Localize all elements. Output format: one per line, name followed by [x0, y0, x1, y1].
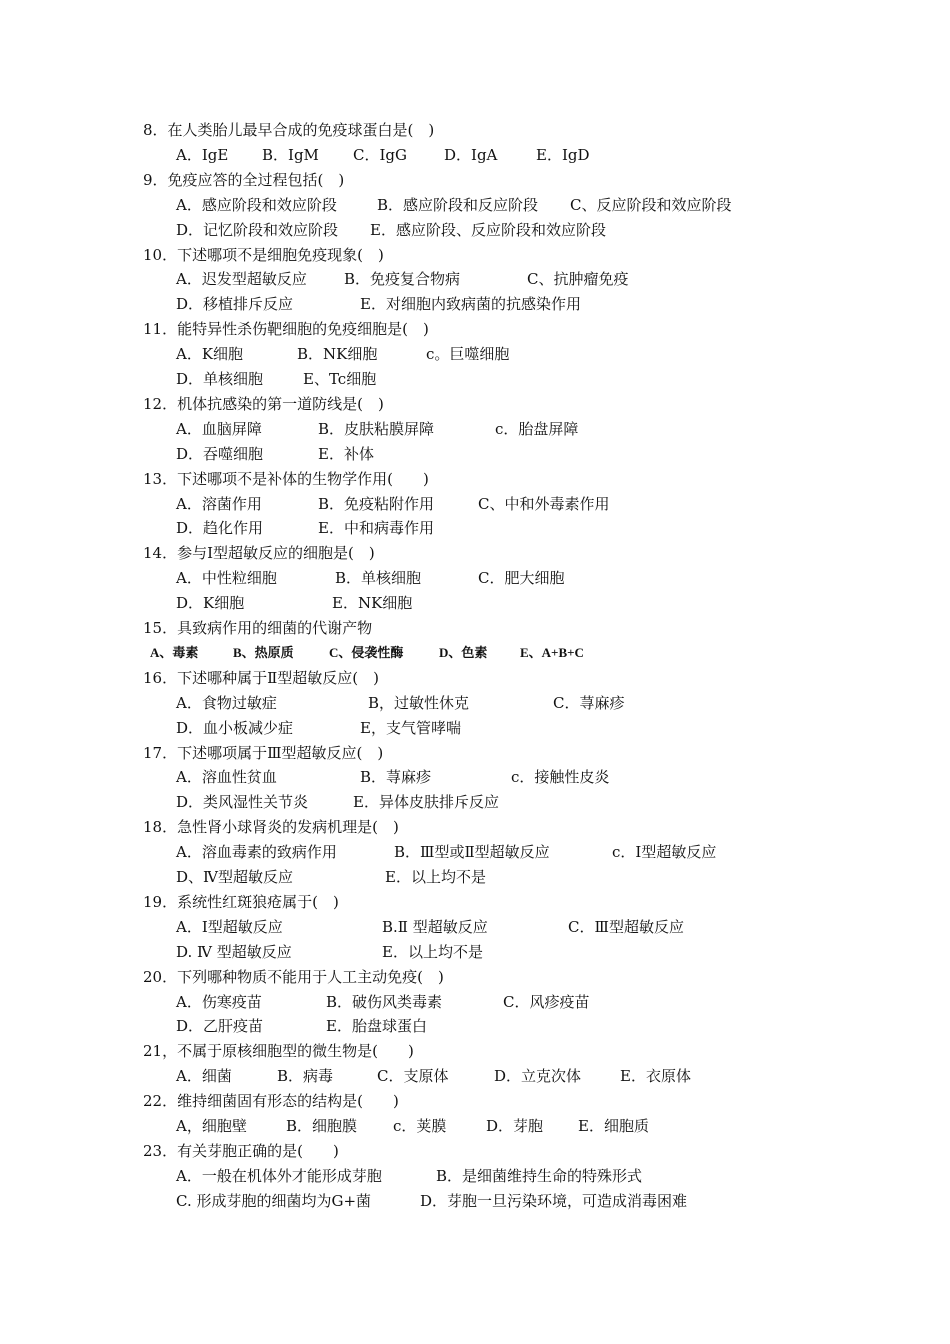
question-text: 20．下列哪种物质不能用于人工主动免疫( ) [143, 967, 444, 986]
question-text: 8．在人类胎儿最早合成的免疫球蛋白是( ) [143, 121, 435, 139]
answer-option: B．病毒 [277, 1067, 334, 1086]
answer-option: A．溶血毒素的致病作用 [176, 843, 337, 862]
answer-option: c。巨噬细胞 [426, 345, 510, 364]
answer-option: E．细胞质 [578, 1117, 649, 1135]
answer-option: D．K细胞 [176, 594, 245, 613]
question-text: 19．系统性红斑狼疮属于( ) [143, 892, 339, 911]
answer-option: B，过敏性休克 [368, 693, 470, 712]
answer-option: C、反应阶段和效应阶段 [570, 195, 732, 214]
answer-option: A．IgE [176, 145, 229, 164]
answer-option: B．感应阶段和反应阶段 [377, 195, 539, 214]
answer-option: A．血脑屏障 [176, 419, 262, 438]
answer-option: D．类风湿性关节炎 [176, 793, 309, 812]
answer-option: E、A+B+C [520, 644, 584, 660]
answer-option: B．荨麻疹 [360, 768, 432, 787]
answer-option: c．胎盘屏障 [495, 419, 579, 438]
answer-option: C．风疹疫苗 [503, 992, 590, 1011]
answer-option: E．NK细胞 [332, 594, 413, 613]
answer-option: D．单核细胞 [176, 370, 264, 388]
answer-option: c．Ⅰ型超敏反应 [612, 843, 717, 862]
answer-option: A．溶菌作用 [176, 494, 262, 513]
answer-option: A．溶血性贫血 [176, 768, 277, 787]
answer-option: B．单核细胞 [335, 569, 422, 588]
answer-option: E、Tc细胞 [303, 370, 377, 388]
answer-option: E．衣原体 [620, 1067, 691, 1086]
question-text: 16．下述哪种属于Ⅱ型超敏反应( ) [143, 668, 379, 687]
answer-option: C．荨麻疹 [553, 693, 625, 712]
answer-option: A．感应阶段和效应阶段 [176, 195, 337, 214]
answer-option: D．芽胞一旦污染环境，可造成消毒困难 [420, 1191, 688, 1210]
answer-option: C、抗肿瘤免疫 [527, 270, 629, 289]
answer-option: D．记忆阶段和效应阶段 [176, 220, 339, 239]
answer-option: D、色素 [439, 644, 488, 660]
question-text: 13．下述哪项不是补体的生物学作用( ) [143, 469, 429, 488]
answer-option: A．一般在机体外才能形成芽胞 [176, 1166, 382, 1185]
question-text: 10．下述哪项不是细胞免疫现象( ) [143, 245, 384, 264]
answer-option: D．血小板减少症 [176, 718, 294, 737]
answer-option: E．IgD [536, 145, 590, 164]
answer-option: D．乙肝疫苗 [176, 1017, 264, 1036]
answer-option: C．支原体 [377, 1067, 449, 1086]
answer-option: D．吞噬细胞 [176, 444, 264, 463]
answer-option: B．细胞膜 [286, 1117, 358, 1135]
answer-option: B．皮肤粘膜屏障 [318, 419, 435, 438]
answer-option: c．荚膜 [393, 1117, 447, 1135]
answer-option: B．Ⅲ型或Ⅱ型超敏反应 [394, 843, 550, 862]
answer-option: B.Ⅱ 型超敏反应 [382, 917, 488, 936]
answer-option: A，细胞壁 [176, 1117, 247, 1135]
answer-option: A．Ⅰ型超敏反应 [176, 917, 283, 936]
answer-option: B．免疫复合物病 [344, 270, 461, 289]
answer-option: C、中和外毒素作用 [478, 494, 610, 513]
answer-option: E．胎盘球蛋白 [326, 1017, 427, 1036]
answer-option: D．芽胞 [486, 1117, 544, 1135]
answer-option: E，支气管哮喘 [360, 718, 461, 737]
answer-option: C．Ⅲ型超敏反应 [568, 917, 684, 936]
question-text: 23．有关芽胞正确的是( ) [143, 1141, 339, 1160]
answer-option: D．移植排斥反应 [176, 295, 294, 314]
answer-option: B．IgM [262, 145, 319, 164]
answer-option: C．IgG [353, 145, 407, 164]
answer-option: A．迟发型超敏反应 [176, 270, 307, 289]
question-text: 18．急性肾小球肾炎的发病机理是( ) [143, 818, 399, 837]
answer-option: B．是细菌维持生命的特殊形式 [436, 1166, 643, 1185]
answer-option: D．趋化作用 [176, 519, 264, 538]
answer-option: B．免疫粘附作用 [318, 494, 435, 513]
question-text: 22．维持细菌固有形态的结构是( ) [143, 1092, 399, 1111]
answer-option: A．K细胞 [176, 345, 244, 364]
question-text: 12．机体抗感染的第一道防线是( ) [143, 394, 384, 413]
answer-option: A．细菌 [176, 1067, 232, 1086]
answer-option: D、Ⅳ型超敏反应 [176, 868, 294, 886]
answer-option: C．肥大细胞 [478, 569, 565, 588]
answer-option: E．以上均不是 [382, 942, 483, 961]
answer-option: A．食物过敏症 [176, 693, 277, 712]
answer-option: E．补体 [318, 444, 374, 463]
answer-option: c．接触性皮炎 [511, 768, 610, 787]
answer-option: B．破伤风类毒素 [326, 992, 443, 1011]
answer-option: C、侵袭性酶 [329, 644, 404, 660]
answer-option: A．中性粒细胞 [176, 569, 277, 588]
answer-option: C. 形成芽胞的细菌均为G+菌 [176, 1191, 372, 1210]
answer-option: E．对细胞内致病菌的抗感染作用 [360, 295, 581, 314]
answer-option: B．NK细胞 [297, 345, 378, 364]
answer-option: E．感应阶段、反应阶段和效应阶段 [370, 220, 606, 239]
answer-option: D．立克次体 [494, 1067, 582, 1086]
answer-option: A．伤寒疫苗 [176, 992, 262, 1011]
answer-option: D．IgA [444, 145, 498, 164]
answer-option: E．以上均不是 [385, 868, 486, 886]
question-text: 14．参与Ⅰ型超敏反应的细胞是( ) [143, 544, 375, 563]
answer-option: E．异体皮肤排斥反应 [353, 793, 499, 812]
answer-option: B、热原质 [233, 644, 294, 660]
answer-option: D. Ⅳ 型超敏反应 [176, 942, 292, 961]
answer-option: E．中和病毒作用 [318, 519, 434, 538]
question-text: 21，不属于原核细胞型的微生物是( ) [143, 1042, 414, 1061]
answer-option: A、毒素 [150, 644, 199, 660]
question-text: 9．免疫应答的全过程包括( ) [143, 170, 345, 189]
question-text: 15．具致病作用的细菌的代谢产物 [143, 619, 373, 637]
question-text: 11．能特异性杀伤靶细胞的免疫细胞是( ) [143, 320, 429, 339]
question-text: 17．下述哪项属于Ⅲ型超敏反应( ) [143, 743, 384, 762]
